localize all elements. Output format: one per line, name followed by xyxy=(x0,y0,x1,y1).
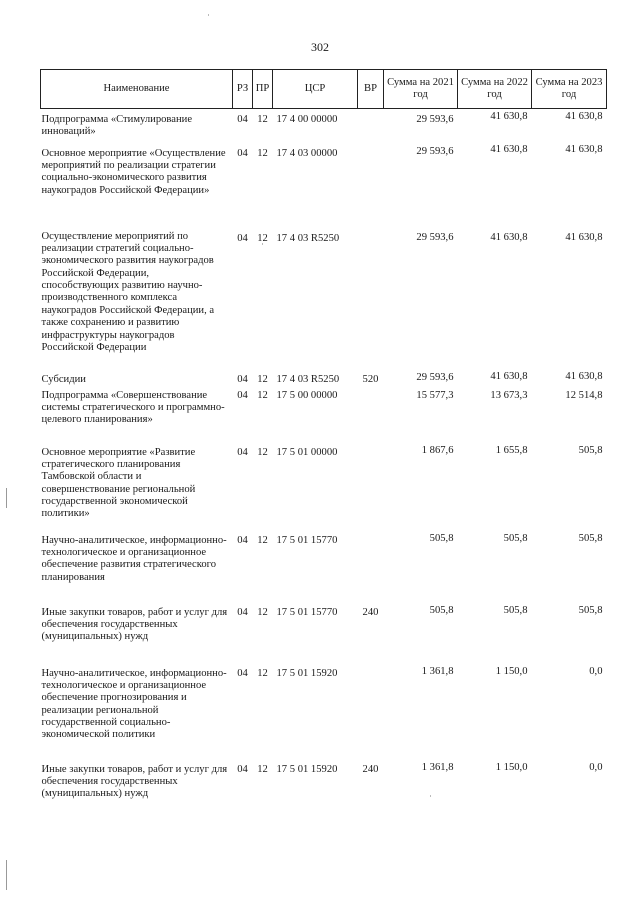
row-name: Подпрограмма «Стимулирование инноваций» xyxy=(41,114,193,138)
row-name: Иные закупки товаров, работ и услуг для обеспечения государственных (муниципальных) нужд xyxy=(41,606,228,643)
row-pr: 12 xyxy=(257,446,268,458)
row-vr: 240 xyxy=(362,763,379,775)
row-csr: 17 5 01 15920 xyxy=(276,763,338,775)
row-sum-2022: 505,8 xyxy=(503,532,528,544)
row-sum-2021: 1 361,8 xyxy=(421,761,454,773)
table-row xyxy=(41,444,607,532)
row-vr xyxy=(358,231,384,370)
row-rz: 04 xyxy=(237,446,248,458)
table-row xyxy=(41,109,607,143)
row-sum-2023: 41 630,8 xyxy=(565,143,603,155)
row-sum-2022: 41 630,8 xyxy=(490,143,528,155)
row-sum-2023: 41 630,8 xyxy=(565,111,603,122)
row-vr xyxy=(358,444,384,532)
table-row xyxy=(41,231,607,370)
row-rz: 04 xyxy=(237,763,248,775)
row-sum-2022: 1 150,0 xyxy=(495,665,528,677)
scan-speck xyxy=(430,795,431,797)
row-rz: 04 xyxy=(237,389,248,401)
row-pr: 12 xyxy=(257,606,268,618)
row-vr xyxy=(358,109,384,143)
row-name: Научно-аналитическое, информационно-технологическое и организационное обеспечение развития стратегического планирования xyxy=(41,534,227,583)
row-sum-2022: 41 630,8 xyxy=(490,370,528,382)
row-sum-2023: 0,0 xyxy=(589,761,603,773)
scan-speck xyxy=(262,243,263,245)
row-sum-2023: 505,8 xyxy=(578,604,603,616)
budget-table xyxy=(40,69,607,819)
scan-edge-mark xyxy=(6,488,7,508)
row-sum-2023: 0,0 xyxy=(589,665,603,677)
row-sum-2021: 29 593,6 xyxy=(416,371,454,383)
row-name: Основное мероприятие «Развитие стратегического планирования Тамбовской области и совершенствование региональной государственной экономической политики» xyxy=(41,446,196,520)
row-csr: 17 4 03 R5250 xyxy=(276,373,340,385)
row-csr: 17 5 01 15920 xyxy=(276,667,338,679)
row-sum-2023: 505,8 xyxy=(578,444,603,456)
row-pr: 12 xyxy=(257,114,268,125)
row-name: Научно-аналитическое, информационно-технологическое и организационное обеспечение прогнозирования и реализации региональной государственной социально-экономической политики xyxy=(41,667,227,741)
header-rz: РЗ xyxy=(233,70,253,109)
row-name: Иные закупки товаров, работ и услуг для обеспечения государственных (муниципальных) нужд xyxy=(41,763,228,800)
row-sum-2021: 29 593,6 xyxy=(416,231,454,243)
row-csr: 17 5 01 00000 xyxy=(276,446,338,458)
table-row xyxy=(41,604,607,664)
row-sum-2022: 41 630,8 xyxy=(490,111,528,122)
table-header-row xyxy=(41,70,607,109)
row-pr: 12 xyxy=(257,232,268,244)
row-sum-2022: 41 630,8 xyxy=(490,231,528,243)
row-pr: 12 xyxy=(257,763,268,775)
scan-edge-mark xyxy=(6,860,7,890)
table-row xyxy=(41,664,607,759)
row-sum-2023: 505,8 xyxy=(578,532,603,544)
row-name: Осуществление мероприятий по реализации стратегий социально-экономического развития наукоградов Российской Федерации, способствующих развитию научно-производственного комплекса наукоградов Российской Федерации, а также сохранению и развитию инфраструктуры наукоградов Российской Федерации xyxy=(41,230,215,354)
row-pr: 12 xyxy=(257,389,268,401)
row-csr: 17 4 03 R5250 xyxy=(276,232,340,244)
row-vr: 520 xyxy=(362,373,379,385)
header-sum-2023: Сумма на 2023 год xyxy=(532,70,607,109)
header-pr: ПР xyxy=(253,70,273,109)
row-sum-2021: 29 593,6 xyxy=(416,145,454,157)
table-row xyxy=(41,759,607,819)
table-row xyxy=(41,370,607,390)
row-csr: 17 5 01 15770 xyxy=(276,534,338,546)
row-csr: 17 4 00 00000 xyxy=(276,114,338,125)
row-vr xyxy=(358,532,384,604)
row-vr xyxy=(358,664,384,759)
row-sum-2021: 1 867,6 xyxy=(421,444,454,456)
row-sum-2021: 29 593,6 xyxy=(416,114,454,125)
header-csr: ЦСР xyxy=(273,70,358,109)
row-sum-2022: 13 673,3 xyxy=(490,389,528,401)
page-number: 302 xyxy=(311,40,329,54)
row-sum-2023: 41 630,8 xyxy=(565,370,603,382)
row-pr: 12 xyxy=(257,667,268,679)
row-sum-2021: 15 577,3 xyxy=(416,389,454,401)
row-vr xyxy=(358,143,384,231)
table-row xyxy=(41,143,607,231)
row-pr: 12 xyxy=(257,373,268,385)
row-csr: 17 5 01 15770 xyxy=(276,606,338,618)
row-sum-2021: 505,8 xyxy=(429,532,454,544)
row-csr: 17 4 03 00000 xyxy=(276,147,338,159)
header-sum-2022: Сумма на 2022 год xyxy=(458,70,532,109)
header-vr: ВР xyxy=(358,70,384,109)
row-name: Субсидии xyxy=(41,373,86,385)
row-sum-2022: 1 150,0 xyxy=(495,761,528,773)
row-vr: 240 xyxy=(362,606,379,618)
row-rz: 04 xyxy=(237,373,248,385)
row-name: Подпрограмма «Совершенствование системы стратегического и программно-целевого планирования» xyxy=(41,389,225,426)
row-sum-2021: 505,8 xyxy=(429,604,454,616)
row-rz: 04 xyxy=(237,667,248,679)
row-rz: 04 xyxy=(237,147,248,159)
row-sum-2021: 1 361,8 xyxy=(421,665,454,677)
row-vr xyxy=(358,390,384,444)
row-pr: 12 xyxy=(257,534,268,546)
table-row xyxy=(41,532,607,604)
row-rz: 04 xyxy=(237,114,248,125)
scan-speck xyxy=(208,14,209,16)
row-sum-2023: 41 630,8 xyxy=(565,231,603,243)
row-csr: 17 5 00 00000 xyxy=(276,389,338,401)
table-row xyxy=(41,390,607,444)
row-rz: 04 xyxy=(237,232,248,244)
row-sum-2022: 505,8 xyxy=(503,604,528,616)
row-name: Основное мероприятие «Осуществление мероприятий по реализации стратегии социально-экономического развития наукоградов Российской Федерации» xyxy=(41,147,226,196)
row-pr: 12 xyxy=(257,147,268,159)
row-sum-2022: 1 655,8 xyxy=(495,444,528,456)
header-name: Наименование xyxy=(41,70,233,109)
row-rz: 04 xyxy=(237,606,248,618)
row-rz: 04 xyxy=(237,534,248,546)
header-sum-2021: Сумма на 2021 год xyxy=(384,70,458,109)
row-sum-2023: 12 514,8 xyxy=(565,389,603,401)
